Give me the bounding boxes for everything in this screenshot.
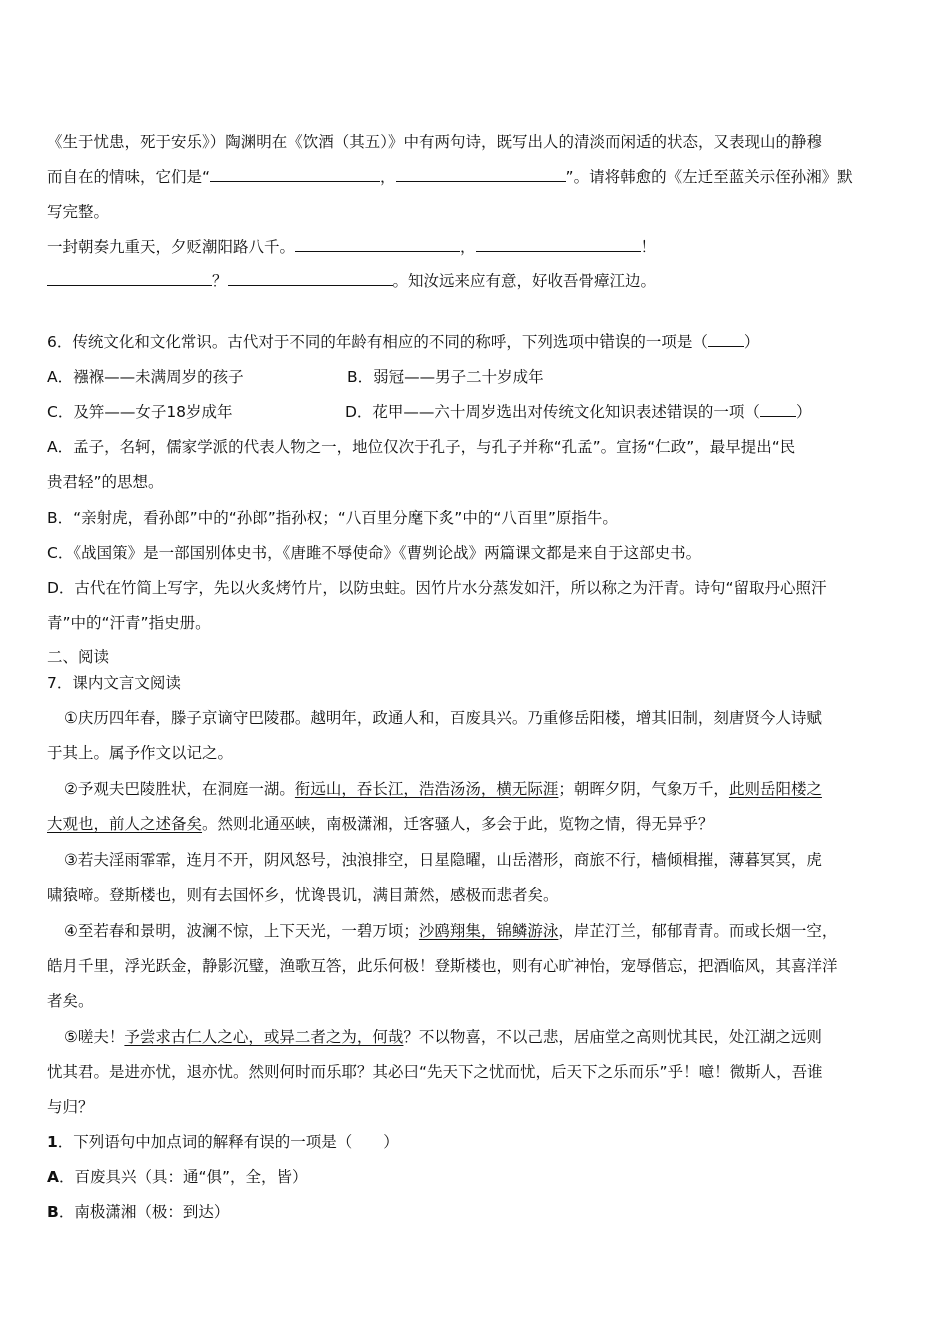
q5-line5: ？ 。知汝远来应有意，好收吾骨瘴江边。: [47, 270, 656, 292]
passage-para3: ③若夫淫雨霏霏，连月不开，阴风怒号，浊浪排空，日星隐曜，山岳潜形，商旅不行，樯倾楫摧，薄暮冥冥，虎: [64, 851, 822, 869]
q6-stem: 6．传统文化和文化常识。古代对于不同的年龄有相应的不同的称呼，下列选项中错误的一项是（ ）: [47, 333, 760, 351]
q6-statement-b: B．“亲射虎，看孙郎”中的“孙郎”指孙权；“八百里分麾下炙”中的“八百里”原指牛。: [47, 509, 618, 527]
answer-blank[interactable]: [396, 167, 566, 182]
answer-blank[interactable]: [47, 271, 212, 286]
answer-blank[interactable]: [760, 402, 796, 417]
q6-statement-d: D．古代在竹简上写字，先以火炙烤竹片，以防虫蛀。因竹片水分蒸发如汗，所以称之为汗青。诗句“留取丹心照汗: [47, 579, 827, 597]
emphasis-dot-char: 极: [89, 1203, 106, 1221]
answer-blank[interactable]: [210, 167, 380, 182]
q6-option-a: A．襁褓——未满周岁的孩子: [47, 368, 244, 386]
answer-blank[interactable]: [295, 237, 460, 252]
q6-option-b: B．弱冠——男子二十岁成年: [347, 368, 544, 386]
passage-para5-end: 与归？: [47, 1098, 94, 1116]
passage-para5: ⑤嗟夫！予尝求古仁人之心，或异二者之为，何哉？不以物喜，不以己悲，居庙堂之高则忧其民，处江湖之远则: [64, 1028, 822, 1046]
q6-statement-c: C．《战国策》是一部国别体史书，《唐雎不辱使命》《曹刿论战》两篇课文都是来自于这部史书。: [47, 544, 702, 562]
passage-para2-cont: 大观也，前人之述备矣。然则北通巫峡，南极潇湘，迁客骚人，多会于此，览物之情，得无异乎？: [47, 815, 714, 833]
q6-option-d: D．花甲——六十周岁选出对传统文化知识表述错误的一项（ ）: [345, 403, 812, 421]
passage-para5-cont: 忧其君。是进亦忧，退亦忧。然则何时而乐耶？其必曰“先天下之忧而忧，后天下之乐而乐”乎！噫！微斯人，吾谁: [47, 1063, 823, 1081]
passage-para2: ②予观夫巴陵胜状，在洞庭一湖。衔远山，吞长江，浩浩汤汤，横无际涯；朝晖夕阴，气象万千，此则岳阳楼之: [64, 780, 822, 798]
answer-blank[interactable]: [708, 332, 744, 347]
answer-blank[interactable]: [228, 271, 393, 286]
answer-blank[interactable]: [476, 237, 641, 252]
q5-line2: 而自在的情味，它们是“ ， ”。请将韩愈的《左迁至蓝关示侄孙湘》默: [47, 168, 853, 186]
section-heading: 二、阅读: [47, 648, 110, 666]
passage-para4-cont: 皓月千里，浮光跃金，静影沉璧，渔歌互答，此乐何极！登斯楼也，则有心旷神怡，宠辱偕忘，把酒临风，其喜洋洋: [47, 957, 838, 975]
q7-title: 7．课内文言文阅读: [47, 674, 181, 692]
q5-line4: 一封朝奏九重天，夕贬潮阳路八千。 ， ！: [47, 238, 657, 256]
q6-option-c: C．及笄——女子18岁成年: [47, 403, 233, 421]
sub-option-a: A．百废具兴（具：通“俱”，全，皆）: [47, 1168, 308, 1186]
q5-line3: 写完整。: [47, 203, 110, 221]
passage-para4: ④至若春和景明，波澜不惊，上下天光，一碧万顷；沙鸥翔集，锦鳞游泳，岸芷汀兰，郁郁青青。而或长烟一空，: [64, 922, 838, 940]
sub-option-b: B．南极潇湘（极：到达）: [47, 1203, 230, 1221]
emphasis-dot-char: 误: [614, 333, 631, 351]
q6-statement-d-cont: 青”中的“汗青”指史册。: [47, 614, 211, 632]
sub-question-1: 1．下列语句中加点词的解释有误的一项是（ ）: [47, 1133, 399, 1151]
passage-para3-cont: 啸猿啼。登斯楼也，则有去国怀乡，忧谗畏讥，满目萧然，感极而悲者矣。: [47, 886, 559, 904]
q6-statement-a-cont: 贵君轻”的思想。: [47, 473, 164, 491]
emphasis-dot-char: 错: [599, 333, 615, 351]
passage-para4-end: 者矣。: [47, 992, 94, 1010]
passage-para1: ①庆历四年春，滕子京谪守巴陵郡。越明年，政通人和，百废具兴。乃重修岳阳楼，增其旧制，刻唐贤今人诗赋: [64, 709, 822, 727]
q6-statement-a: A．孟子，名轲，儒家学派的代表人物之一，地位仅次于孔子，与孔子并称“孔孟”。宣扬“仁政”，最早提出“民: [47, 438, 796, 456]
q5-line1: 《生于忧患，死于安乐》）陶渊明在《饮酒（其五）》中有两句诗，既写出人的清淡而闲适的状态，又表现山的静穆: [47, 133, 823, 151]
passage-para1-cont: 于其上。属予作文以记之。: [47, 744, 234, 762]
